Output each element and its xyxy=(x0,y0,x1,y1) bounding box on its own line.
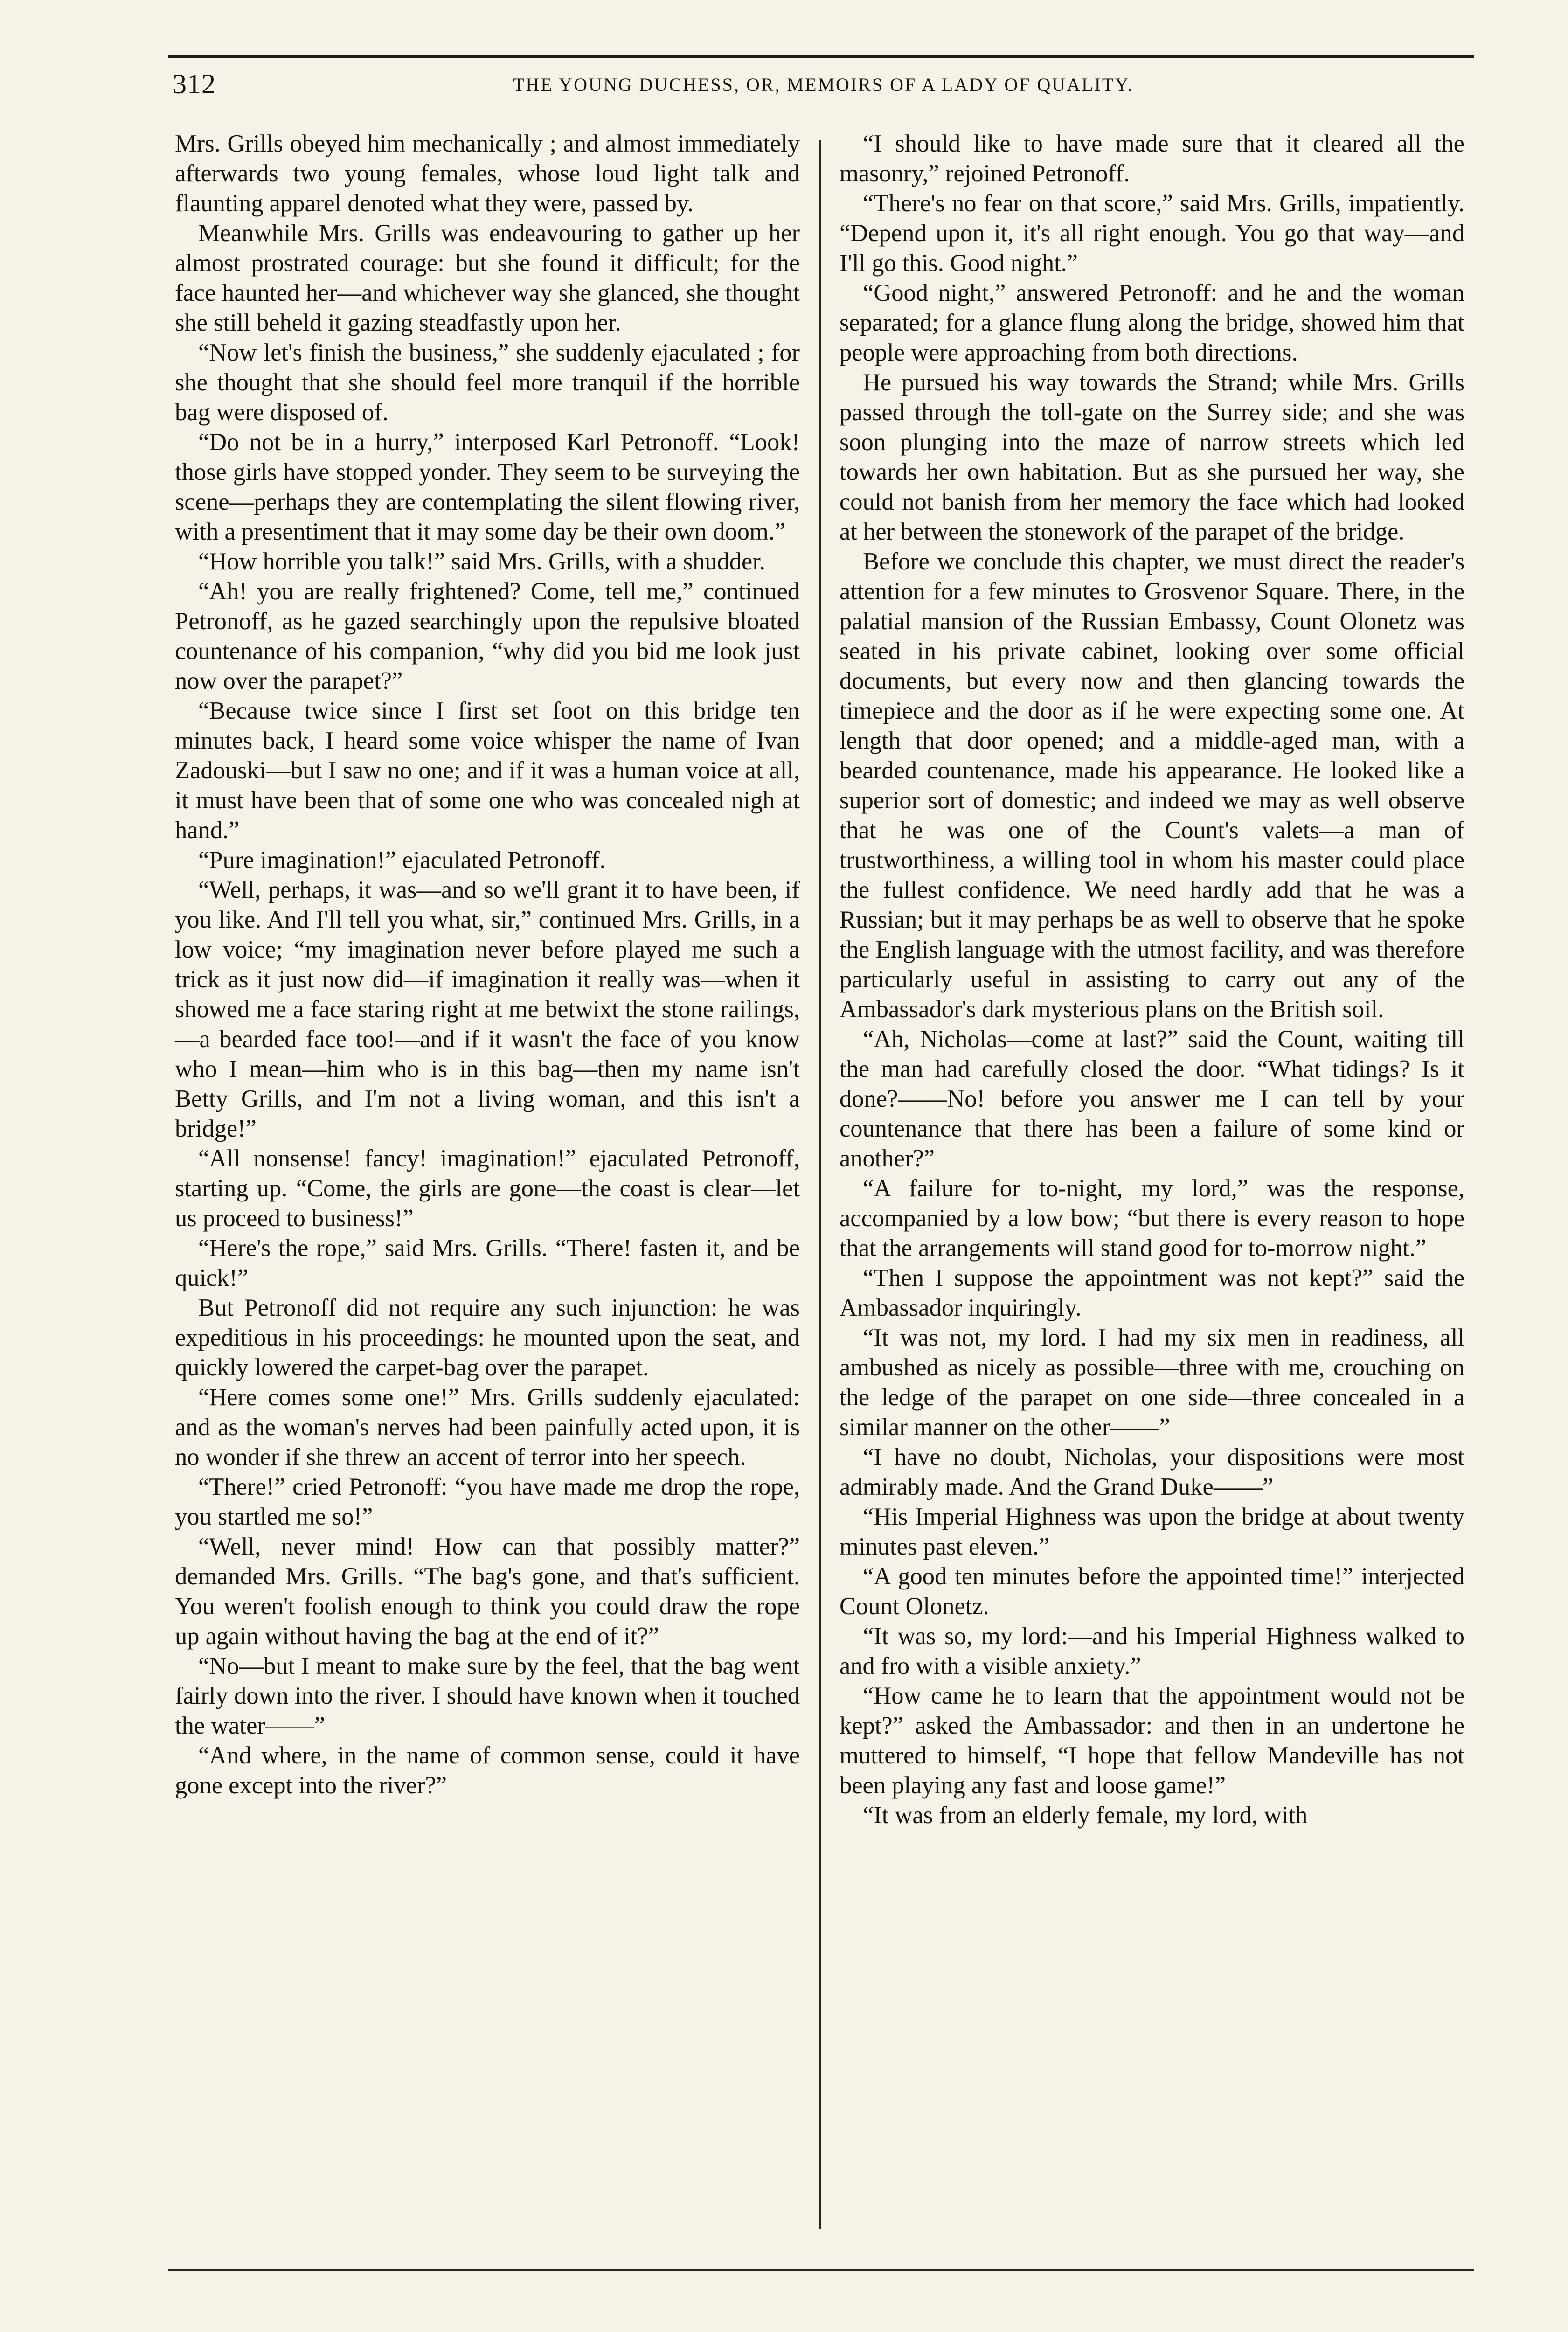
paragraph: “Here comes some one!” Mrs. Grills suddenly ejaculated: and as the woman's nerves had been painfully acted upon, it is no wonder if she threw an accent of terror into her speech. xyxy=(175,1384,800,1471)
paragraph: “No—but I meant to make sure by the feel, that the bag went fairly down into the river. I should have known when it touched the water——” xyxy=(175,1652,800,1739)
paragraph: Before we conclude this chapter, we must direct the reader's attention for a few minutes to Grosvenor Square. There, in the palatial mansion of the Russian Embassy, Count Olonetz was seated in his private cabinet, looking over some official documents, but every now and then glancing towards the timepiece and the door as if he were expecting some one. At length that door opened; and a middle-aged man, with a bearded countenance, made his appearance. He looked like a superior sort of domestic; and indeed we may as well observe that he was one of the Count's valets—a man of trustworthiness, a willing tool in whom his master could place the fullest confidence. We need hardly add that he was a Russian; but it may perhaps be as well to observe that he spoke the English language with the utmost facility, and was therefore particularly useful in assisting to carry out any of the Ambassador's dark mysterious plans on the British soil. xyxy=(840,548,1464,1023)
paragraph: “Do not be in a hurry,” interposed Karl Petronoff. “Look! those girls have stopped yonder. They seem to be surveying the scene—perhaps they are contemplating the silent flowing river, with a presentiment that it may some day be their own doom.” xyxy=(175,429,800,545)
paragraph: “Ah, Nicholas—come at last?” said the Count, waiting till the man had carefully closed the door. “What tidings? Is it done?——No! before you answer me I can tell by your countenance that there has been a failure of some kind or another?” xyxy=(840,1026,1464,1172)
page-number: 312 xyxy=(173,69,216,99)
paragraph: Meanwhile Mrs. Grills was endeavouring to gather up her almost prostrated courage: but she found it difficult; for the face haunted her—and whichever way she glanced, she thought she still beheld it gazing steadfastly upon her. xyxy=(175,220,800,336)
paragraph: Mrs. Grills obeyed him mechanically ; and almost immediately afterwards two young females, whose loud light talk and flaunting apparel denoted what they were, passed by. xyxy=(175,130,800,217)
paragraph: “Then I suppose the appointment was not kept?” said the Ambassador inquiringly. xyxy=(840,1264,1464,1321)
paragraph: “Well, perhaps, it was—and so we'll grant it to have been, if you like. And I'll tell you what, sir,” continued Mrs. Grills, in a low voice; “my imagination never before played me such a trick as it just now did—if imagination it really was—when it showed me a face staring right at me betwixt the stone railings,—a bearded face too!—and if it wasn't the face of you know who I mean—him who is in this bag—then my name isn't Betty Grills, and I'm not a living woman, and this isn't a bridge!” xyxy=(175,876,800,1142)
paragraph: “And where, in the name of common sense, could it have gone except into the river?” xyxy=(175,1742,800,1799)
paragraph: “Well, never mind! How can that possibly matter?” demanded Mrs. Grills. “The bag's gone, and that's sufficient. You weren't foolish enough to think you could draw the rope up again without having the bag at the end of it?” xyxy=(175,1533,800,1650)
paragraph: “All nonsense! fancy! imagination!” ejaculated Petronoff, starting up. “Come, the girls are gone—the coast is clear—let us proceed to business!” xyxy=(175,1145,800,1232)
running-head: THE YOUNG DUCHESS, OR, MEMOIRS OF A LADY OF QUALITY. xyxy=(513,74,1134,95)
paragraph: “Here's the rope,” said Mrs. Grills. “There! fasten it, and be quick!” xyxy=(175,1235,800,1291)
paragraph: But Petronoff did not require any such injunction: he was expeditious in his proceedings: he mounted upon the seat, and quickly lowered the carpet-bag over the parapet. xyxy=(175,1294,800,1381)
paragraph: “There's no fear on that score,” said Mrs. Grills, impatiently. “Depend upon it, it's all right enough. You go that way—and I'll go this. Good night.” xyxy=(840,190,1464,277)
paragraph: “It was from an elderly female, my lord, with xyxy=(863,1802,1308,1829)
column-divider xyxy=(819,140,821,2229)
paragraph: “It was not, my lord. I had my six men in readiness, all ambushed as nicely as possible—three with me, crouching on the ledge of the parapet on one side—three concealed in a similar manner on the other——” xyxy=(840,1324,1464,1441)
paragraph: “Ah! you are really frightened? Come, tell me,” continued Petronoff, as he gazed searchingly upon the repulsive bloated countenance of his companion, “why did you bid me look just now over the parapet?” xyxy=(175,578,800,694)
left-column xyxy=(175,129,800,2232)
paragraph: “I have no doubt, Nicholas, your dispositions were most admirably made. And the Grand Duke——” xyxy=(840,1444,1464,1500)
paragraph: He pursued his way towards the Strand; while Mrs. Grills passed through the toll-gate on the Surrey side; and she was soon plunging into the maze of narrow streets which led towards her own habitation. But as she pursued her way, she could not banish from her memory the face which had looked at her between the stonework of the parapet of the bridge. xyxy=(840,369,1464,545)
page-header xyxy=(173,65,1474,107)
paragraph: “There!” cried Petronoff: “you have made me drop the rope, you startled me so!” xyxy=(175,1473,800,1530)
paragraph: “A failure for to-night, my lord,” was the response, accompanied by a low bow; “but there is every reason to hope that the arrangements will stand good for to-morrow night.” xyxy=(840,1175,1464,1262)
paragraph: “Pure imagination!” ejaculated Petronoff. xyxy=(198,847,606,874)
paragraph: “How horrible you talk!” said Mrs. Grills, with a shudder. xyxy=(198,548,766,575)
paragraph: “Now let's finish the business,” she suddenly ejaculated ; for she thought that she should feel more tranquil if the horrible bag were disposed of. xyxy=(175,339,800,426)
paragraph: “How came he to learn that the appointment would not be kept?” asked the Ambassador: and then in an undertone he muttered to himself, “I hope that fellow Mandeville has not been playing any fast and loose game!” xyxy=(840,1682,1464,1799)
paragraph: “It was so, my lord:—and his Imperial Highness walked to and fro with a visible anxiety.” xyxy=(840,1623,1464,1680)
paragraph: “I should like to have made sure that it cleared all the masonry,” rejoined Petronoff. xyxy=(840,130,1464,187)
header-rule xyxy=(168,55,1474,58)
paragraph: “His Imperial Highness was upon the bridge at about twenty minutes past eleven.” xyxy=(840,1503,1464,1560)
paragraph: “Because twice since I first set foot on this bridge ten minutes back, I heard some voice whisper the name of Ivan Zadouski—but I saw no one; and if it was a human voice at all, it must have been that of some one who was concealed nigh at hand.” xyxy=(175,697,800,844)
paragraph: “Good night,” answered Petronoff: and he and the woman separated; for a glance flung along the bridge, showed him that people were approaching from both directions. xyxy=(840,279,1464,366)
paragraph: “A good ten minutes before the appointed time!” interjected Count Olonetz. xyxy=(840,1563,1464,1620)
right-column xyxy=(840,129,1464,2232)
footer-rule xyxy=(168,2269,1474,2271)
